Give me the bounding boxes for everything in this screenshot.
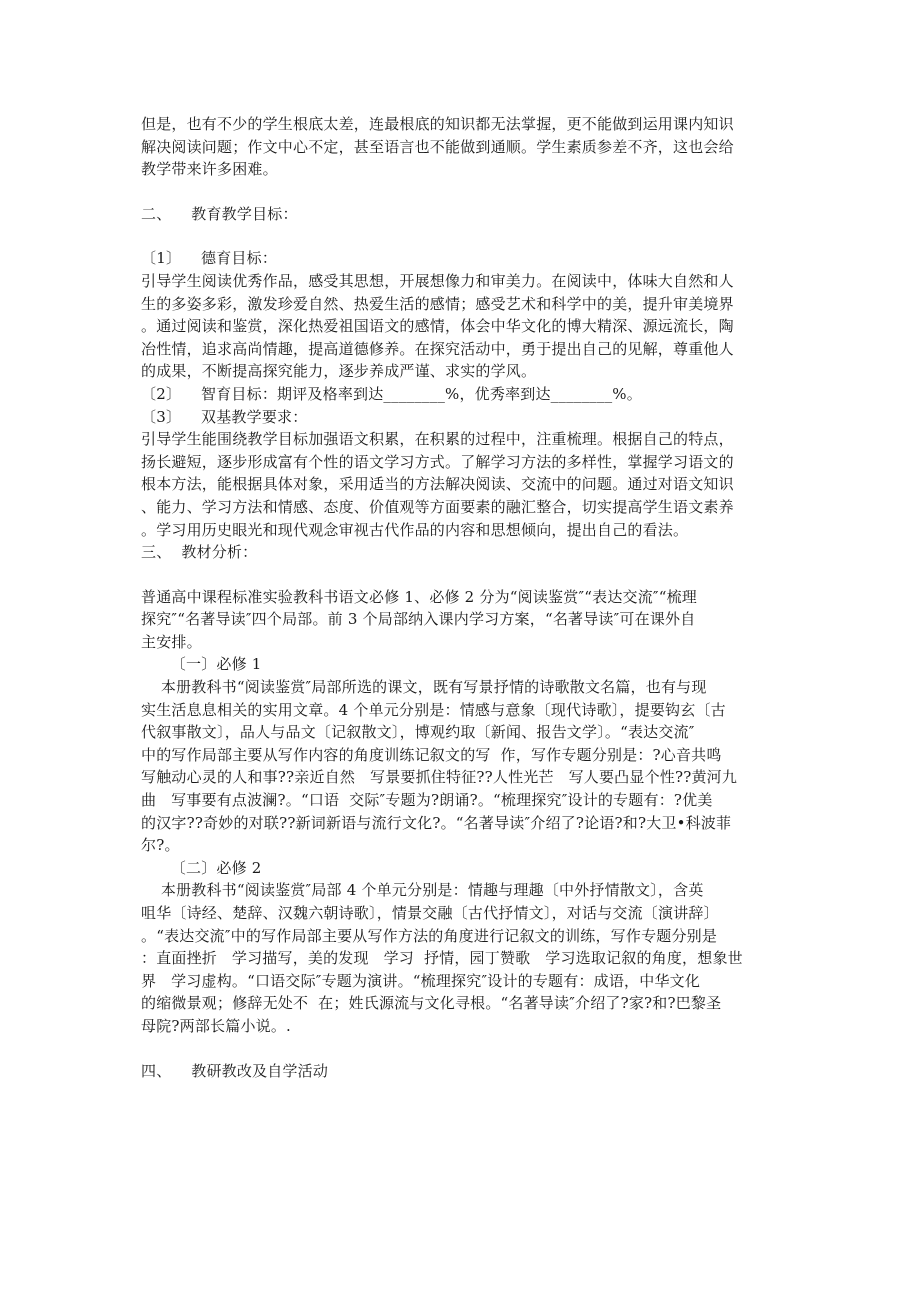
text-line: 本册教科书“阅读鉴赏″局部所选的课文，既有写景抒情的诗歌散文名篇，也有与现 (141, 678, 707, 697)
text-line: 咀华〔诗经、楚辞、汉魏六朝诗歌〕，情景交融〔古代抒情文〕，对话与交流〔演讲辞〕 (141, 904, 719, 922)
text-line: 本册教科书“阅读鉴赏″局部 4 个单元分别是：情趣与理趣〔中外抒情散文〕，含英 (141, 881, 704, 900)
paragraph-student-quality (141, 113, 781, 181)
text-line: 尔?。 (141, 836, 180, 855)
text-line: 引导学生阅读优秀作品，感受其思想，开展想像力和审美力。在阅读中，体味大自然和人 (141, 271, 734, 290)
paragraph-textbook-intro (141, 586, 781, 654)
text-line: 根本方法，能根据具体对象，采用适当的方法解决阅读、交流中的问题。通过对语文知识 (141, 475, 734, 494)
text-line: 界 学习虚构。“口语交际″专题为演讲。“梳理探究″设计的专题有：成语，中华文化 (141, 971, 701, 990)
subheading-moral-goal: 〔1〕 德育目标： (141, 249, 278, 268)
text-line: 引导学生能围绕教学目标加强语文积累，在积累的过程中，注重梳理。根据自己的特点， (141, 430, 734, 449)
paragraph-required-1 (141, 676, 781, 857)
text-line: ：直面挫折 学习描写，美的发现 学习 抒情，园丁赞歌 学习选取记叙的角度，想象世 (141, 949, 743, 968)
text-line: 普通高中课程标准实验教科书语文必修 1、必修 2 分为“阅读鉴赏″“表达交流″“梳理 (141, 587, 698, 606)
text-line: 、能力、学习方法和情感、态度、价值观等方面要素的融汇整合，切实提高学生语文素养 (141, 497, 734, 516)
text-line: 中的写作局部主要从写作内容的角度训练记叙文的写 作，写作专题分别是：?心音共鸣 (141, 745, 722, 764)
text-line: 解决阅读问题；作文中心不定，甚至语言也不能做到通顺。学生素质参差不齐，这也会给 (141, 137, 734, 156)
text-line: 生的多姿多彩，激发珍爱自然、热爱生活的感情；感受艺术和科学中的美，提升审美境界 (141, 294, 734, 313)
section-heading-4: 四、 教研教改及自学活动 (141, 1061, 329, 1080)
text-line: 冶性情，追求高尚情趣，提高道德修养。在探究活动中，勇于提出自己的见解，尊重他人 (141, 339, 734, 358)
text-line: 实生活息息相关的实用文章。4 个单元分别是：情感与意象〔现代诗歌〕，提要钩玄〔古 (141, 700, 726, 719)
text-line: 的成果，不断提高探究能力，逐步养成严谨、求实的学风。 (141, 362, 537, 381)
subheading-required-1: 〔一〕必修 1 (141, 655, 262, 674)
paragraph-moral-goal (141, 270, 781, 383)
text-line: 的缩微景观；修辞无处不 在；姓氏源流与文化寻根。“名著导读″介绍了?家?和?巴黎圣 (141, 994, 722, 1013)
subheading-intellectual-goal: 〔2〕 智育目标：期评及格率到达________%，优秀率到达________%。 (141, 384, 642, 403)
paragraph-required-2 (141, 879, 781, 1037)
text-line: 主安排。 (141, 632, 202, 651)
text-line: 的汉字??奇妙的对联??新词新语与流行文化?。“名著导读″介绍了?论语?和?大卫•科波菲 (141, 813, 732, 832)
subheading-basic-requirements: 〔3〕 双基教学要求： (141, 407, 308, 426)
document-page (141, 113, 781, 1082)
paragraph-basic-requirements (141, 428, 781, 541)
text-line: 教学带来许多困难。 (141, 160, 278, 179)
section-heading-2: 二、 教育教学目标： (141, 204, 298, 223)
text-line: 扬长避短，逐步形成富有个性的语文学习方式。了解学习方法的多样性，掌握学习语文的 (141, 452, 734, 471)
text-line: 。“表达交流″中的写作局部主要从写作方法的角度进行记叙文的训练，写作专题分别是 (141, 926, 718, 945)
subheading-required-2: 〔二〕必修 2 (141, 858, 262, 877)
text-line: 。学习用历史眼光和现代观念审视古代作品的内容和思想倾向，提出自己的看法。 (141, 520, 689, 539)
text-line: 探究″“名著导读″四个局部。前 3 个局部纳入课内学习方案，“名著导读″可在课外自 (141, 610, 696, 629)
text-line: 曲 写事要有点波澜?。“口语 交际″专题为?朗诵?。“梳理探究″设计的专题有：?优美 (141, 791, 713, 810)
text-line: 写触动心灵的人和事??亲近自然 写景要抓住特征??人性光芒 写人要凸显个性??黄河九 (141, 768, 738, 787)
text-line: 但是，也有不少的学生根底太差，连最根底的知识都无法掌握，更不能做到运用课内知识 (141, 115, 734, 133)
section-heading-3: 三、 教材分析： (141, 543, 258, 562)
text-line: 。通过阅读和鉴赏，深化热爱祖国语文的感情，体会中华文化的博大精深、源远流长，陶 (141, 317, 734, 336)
text-line: 母院?两部长篇小说。. (141, 1016, 292, 1035)
text-line: 代叙事散文〕，品人与品文〔记叙散文〕，博观约取〔新闻、报告文学〕。“表达交流″ (141, 723, 695, 742)
